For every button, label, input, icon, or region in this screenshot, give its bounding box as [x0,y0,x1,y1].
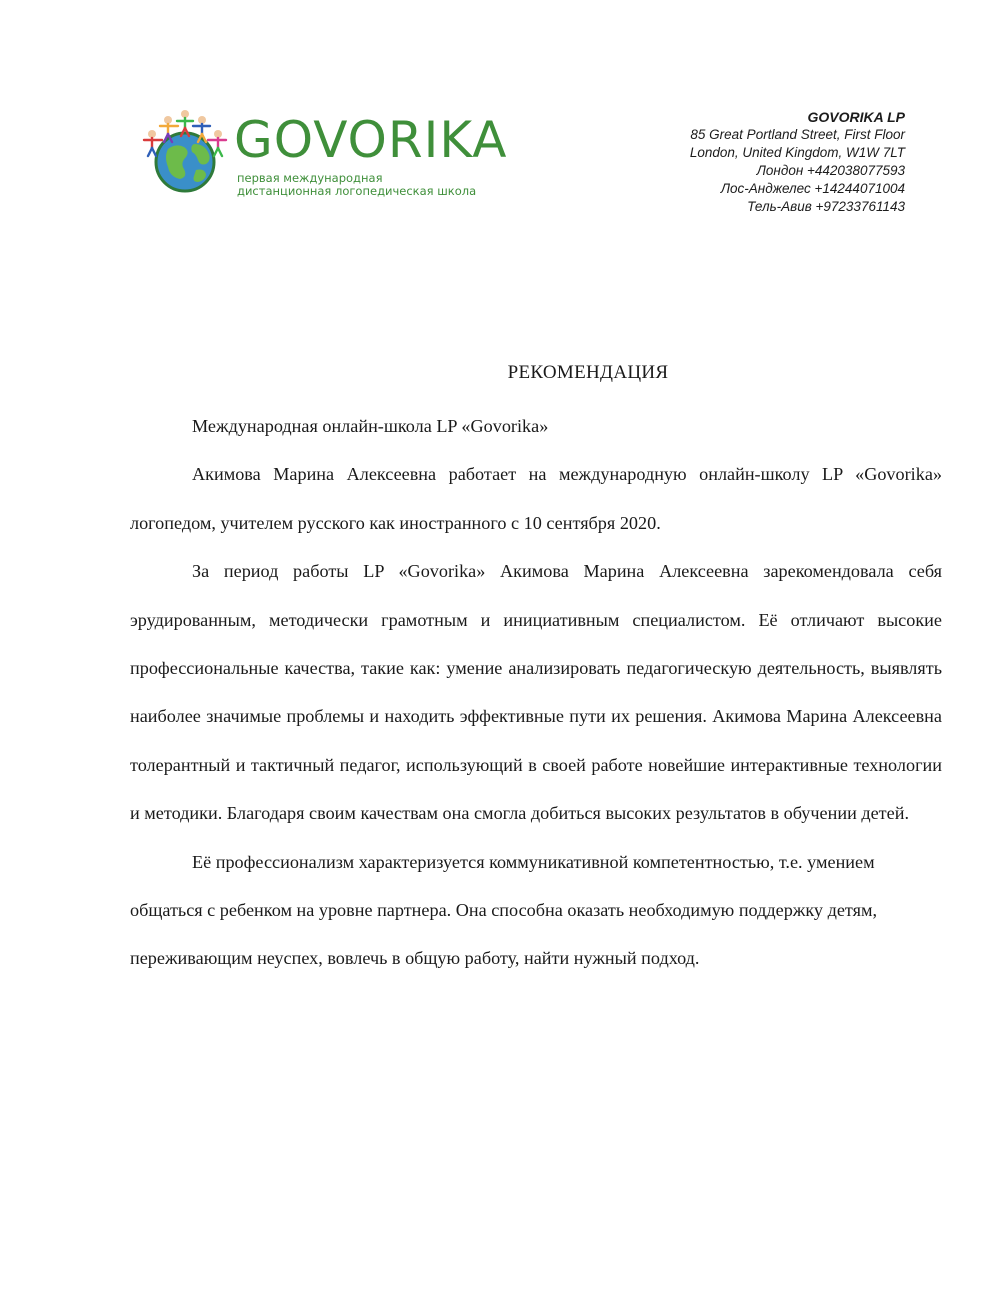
company-address-block [690,108,905,216]
phone-los-angeles: Лос-Анджелес +14244071004 [720,181,905,196]
paragraph-school-name: Международная онлайн-школа LP «Govorika» [192,416,549,436]
document-title: РЕКОМЕНДАЦИЯ [507,362,669,383]
address-city: London, United Kingdom, W1W 7LT [689,145,905,160]
document-body [130,402,942,983]
logo-tagline-line-2: дистанционная логопедическая школа [237,184,477,198]
globe-with-children-icon [138,104,232,194]
company-name: GOVORIKA LP [807,109,905,125]
phone-tel-aviv: Тель-Авив +97233761143 [747,199,905,214]
logo-wordmark: GOVORIKA [234,111,508,169]
logo-tagline-line-1: первая международная [237,171,383,185]
paragraph-qualities: За период работы LP «Govorika» Акимова Марина Алексеевна зарекомендовала себя эрудированным, методически грамотным и инициативным специалистом. Её отличают высокие профессиональные качества, такие как: умение анализировать педагогическую деятельность, выявлять наиболее значимые проблемы и находить эффективные пути их решения. Акимова Марина Алексеевна толерантный и тактичный педагог, использующий в своей работе новейшие интерактивные технологии и методики. Благодаря своим качествам она смогла добиться высоких результатов в обучении детей. [130,561,942,824]
phone-london: Лондон +442038077593 [756,163,905,178]
address-street: 85 Great Portland Street, First Floor [690,127,905,142]
govorika-logo [138,104,508,200]
paragraph-professionalism: Её профессионализм характеризуется коммуникативной компетентностью, т.е. умением общаться с ребенком на уровне партнера. Она способна оказать необходимую поддержку детям, переживающим неуспех, вовлечь в общую работу, найти нужный подход. [130,851,878,969]
logo-tagline [237,172,476,198]
paragraph-employment: Акимова Марина Алексеевна работает на международную онлайн-школу LP «Govorika» логопедом, учителем русского как иностранного с 10 сентября 2020. [130,464,942,533]
